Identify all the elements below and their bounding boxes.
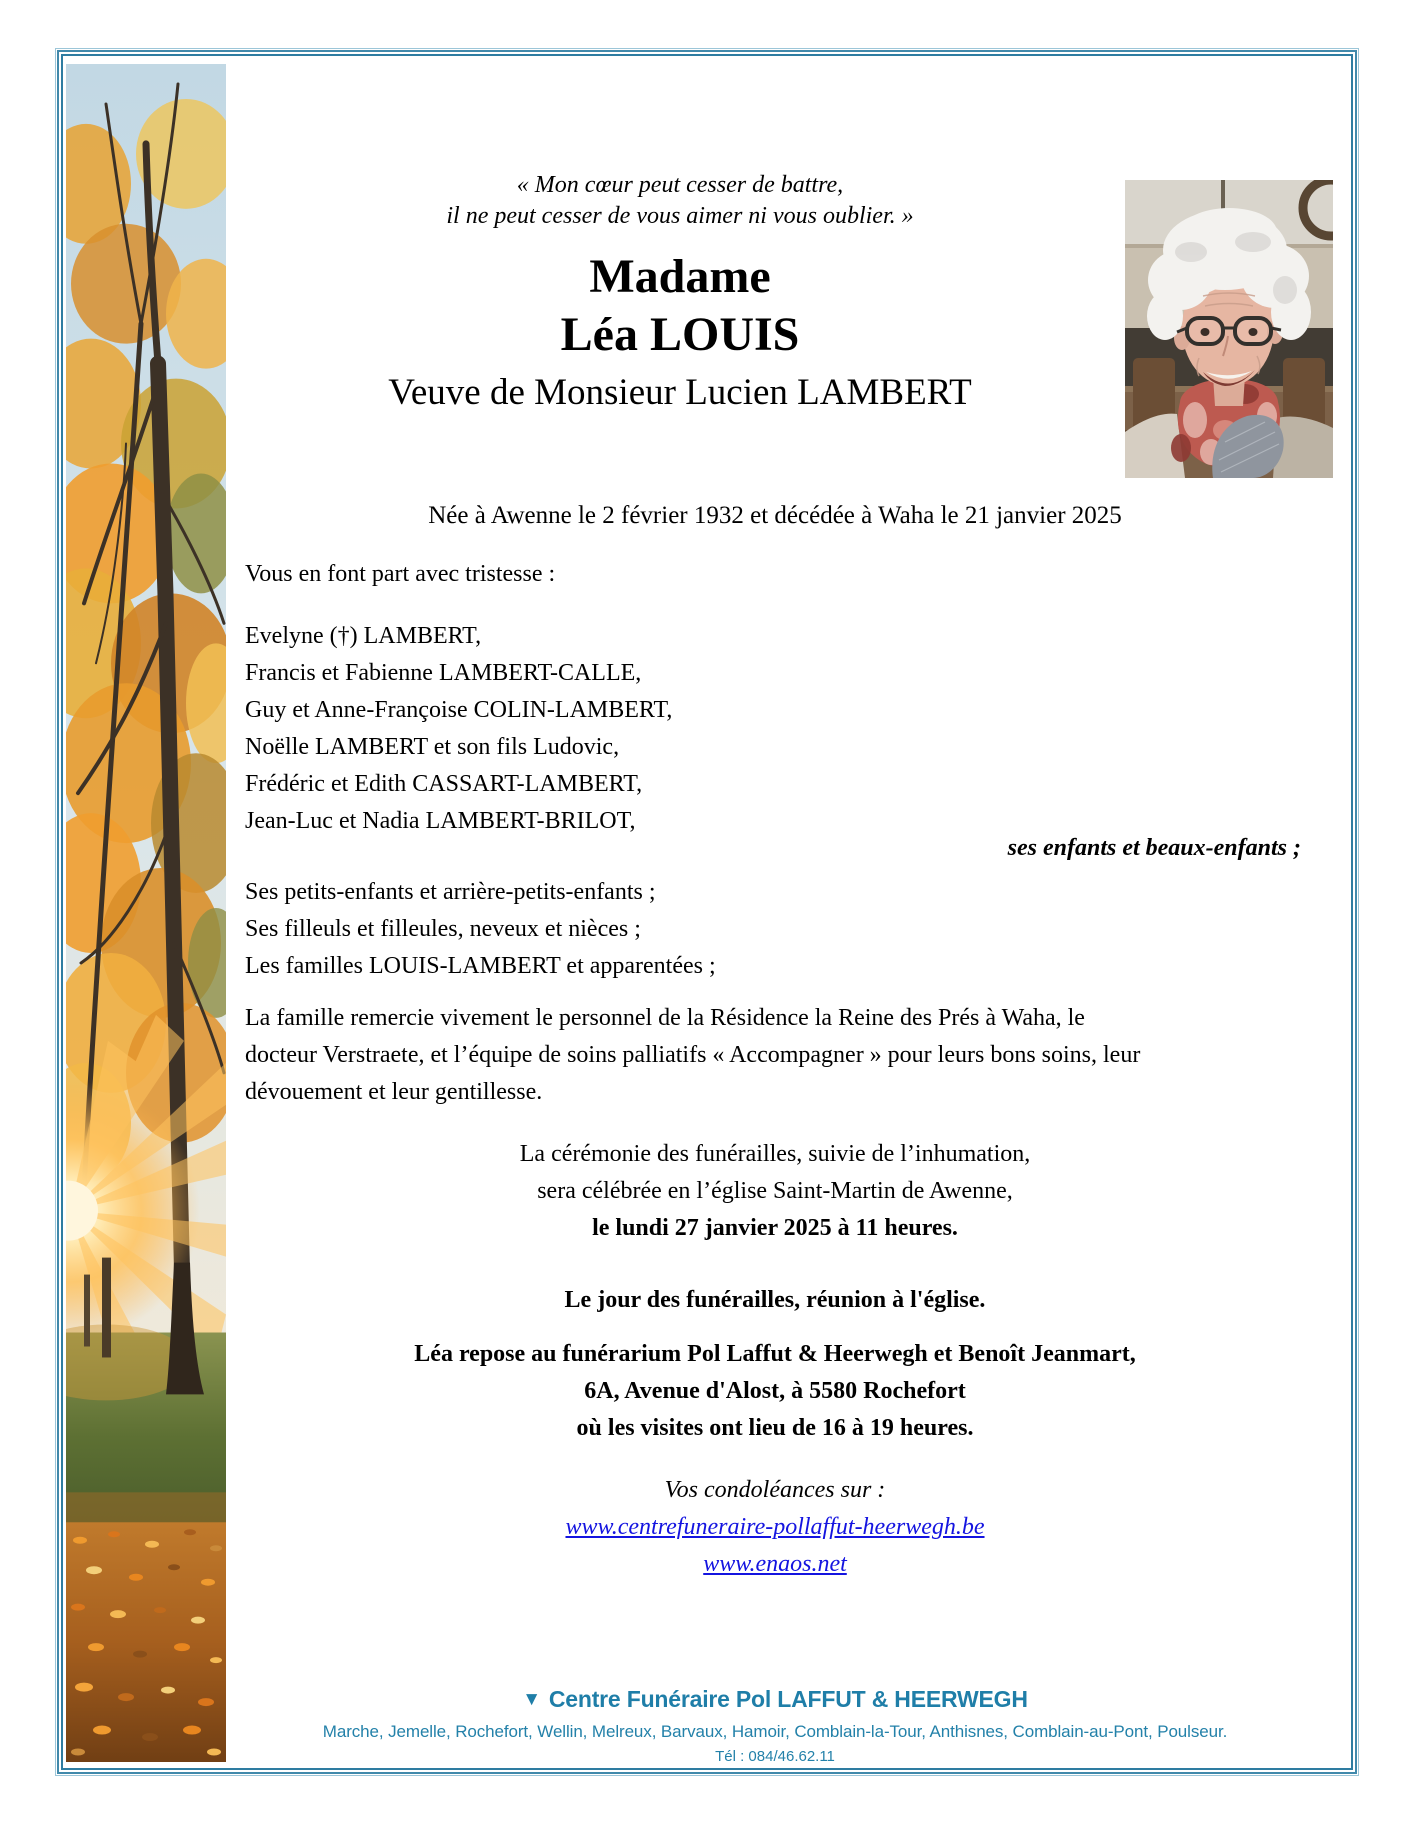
list-item: Evelyne (†) LAMBERT, bbox=[245, 623, 482, 649]
repose-details bbox=[245, 1336, 1305, 1447]
condolences-block bbox=[245, 1472, 1305, 1583]
deceased-title: Madame bbox=[589, 250, 771, 303]
autumn-trees-photo bbox=[66, 64, 226, 1762]
thanks-line: dévouement et leur gentillesse. bbox=[245, 1079, 543, 1105]
memorial-quote bbox=[245, 170, 1115, 232]
relatives-line: Les familles LOUIS-LAMBERT et apparentées ; bbox=[245, 953, 716, 979]
list-item: Guy et Anne-Françoise COLIN-LAMBERT, bbox=[245, 697, 673, 723]
children-caption: ses enfants et beaux-enfants ; bbox=[1007, 835, 1301, 861]
life-dates: Née à Awenne le 2 février 1932 et décédée à Waha le 21 janvier 2025 bbox=[428, 502, 1122, 529]
down-triangle-icon: ▼ bbox=[522, 1689, 541, 1710]
page-frame bbox=[55, 48, 1359, 1776]
quote-line-2: il ne peut cesser de vous aimer ni vous oublier. » bbox=[446, 203, 914, 229]
funeral-datetime: le lundi 27 janvier 2025 à 11 heures. bbox=[592, 1215, 958, 1241]
thanks-line: docteur Verstraete, et l’équipe de soins palliatifs « Accompagner » pour leurs bons soins, leur bbox=[245, 1042, 1141, 1068]
list-item: Noëlle LAMBERT et son fils Ludovic, bbox=[245, 734, 620, 760]
ceremony-line: sera célébrée en l’église Saint-Martin de Awenne, bbox=[537, 1178, 1013, 1204]
repose-line: Léa repose au funérarium Pol Laffut & Heerwegh et Benoît Jeanmart, bbox=[414, 1341, 1136, 1367]
relatives-line: Ses filleuls et filleules, neveux et nièces ; bbox=[245, 916, 641, 942]
thanks-paragraph bbox=[245, 1000, 1305, 1111]
funeral-home-phone: Tél : 084/46.62.11 bbox=[715, 1748, 835, 1765]
portrait-photo bbox=[1125, 180, 1333, 478]
funeral-home-locations: Marche, Jemelle, Rochefort, Wellin, Melreux, Barvaux, Hamoir, Comblain-la-Tour, Anthisnes, Comblain-au-Pont, Poulseur. bbox=[322, 1722, 1228, 1741]
relatives-list bbox=[245, 874, 1305, 985]
announcement-intro: Vous en font part avec tristesse : bbox=[245, 561, 556, 587]
deceased-name: Léa LOUIS bbox=[560, 308, 800, 361]
relatives-line: Ses petits-enfants et arrière-petits-enfants ; bbox=[245, 879, 656, 905]
repose-line: 6A, Avenue d'Alost, à 5580 Rochefort bbox=[584, 1378, 966, 1404]
ceremony-line: La cérémonie des funérailles, suivie de l’inhumation, bbox=[519, 1141, 1031, 1167]
meeting-note: Le jour des funérailles, réunion à l'église. bbox=[564, 1287, 986, 1313]
funeral-home-name: Centre Funéraire Pol LAFFUT & HEERWEGH bbox=[548, 1686, 1028, 1712]
list-item: Jean-Luc et Nadia LAMBERT-BRILOT, bbox=[245, 808, 636, 834]
condolence-website-link[interactable]: www.centrefuneraire-pollaffut-heerwegh.be bbox=[565, 1514, 985, 1540]
funeral-home-brand bbox=[245, 1686, 1305, 1713]
ceremony-details bbox=[245, 1136, 1305, 1247]
repose-line: où les visites ont lieu de 16 à 19 heures. bbox=[576, 1415, 974, 1441]
deceased-subtitle: Veuve de Monsieur Lucien LAMBERT bbox=[388, 372, 972, 413]
quote-line-1: « Mon cœur peut cesser de battre, bbox=[516, 172, 844, 198]
children-list bbox=[245, 618, 1305, 840]
thanks-line: La famille remercie vivement le personnel de la Résidence la Reine des Prés à Waha, le bbox=[245, 1005, 1085, 1031]
list-item: Frédéric et Edith CASSART-LAMBERT, bbox=[245, 771, 643, 797]
condolences-label: Vos condoléances sur : bbox=[664, 1477, 886, 1503]
list-item: Francis et Fabienne LAMBERT-CALLE, bbox=[245, 660, 642, 686]
enaos-website-link[interactable]: www.enaos.net bbox=[703, 1551, 847, 1577]
